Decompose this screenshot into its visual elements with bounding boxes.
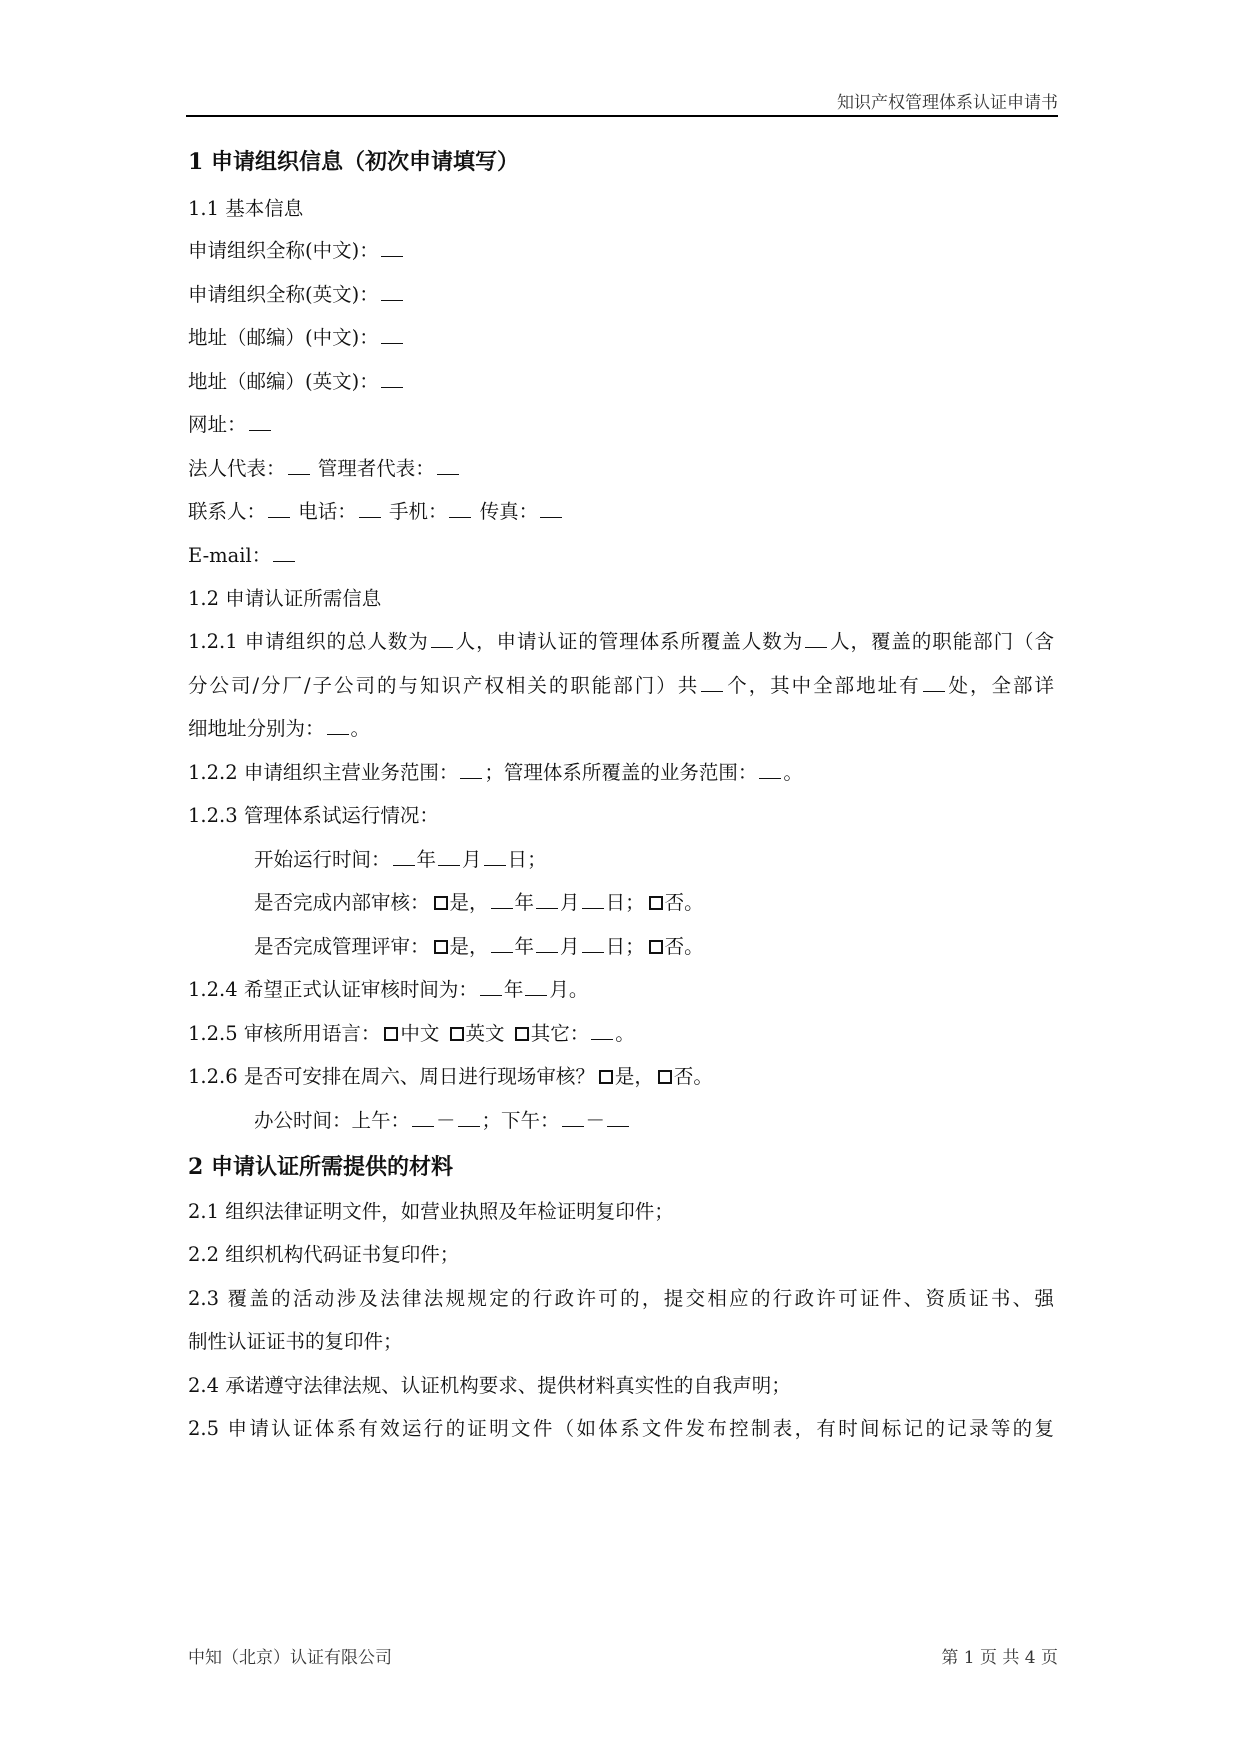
text: 月。 [549,978,589,1001]
field-label: 手机： [388,500,448,523]
field-label: 传真： [479,500,539,523]
section-1-heading: 1 申请组织信息（初次申请填写） [188,149,519,175]
checkbox-other[interactable] [515,1027,529,1041]
blank-field[interactable] [536,934,558,953]
paragraph-1-2-5 [188,1021,1060,1047]
blank-field[interactable] [562,1108,584,1127]
subsection-1-2: 1.2 申请认证所需信息 [188,587,382,610]
field-label: 申请组织全称(中文)： [188,239,379,262]
text: 。 [783,761,803,784]
text: 是否完成管理评审： [254,935,430,958]
text: 是， [449,935,489,958]
blank-field[interactable] [591,1021,613,1040]
field-address-cn [188,325,1060,351]
text: 日 [605,935,626,958]
field-name-cn [188,238,1060,264]
paragraph-1-2-3: 1.2.3 管理体系试运行情况： [188,804,439,827]
blank-field[interactable] [249,412,271,431]
blank-field[interactable] [268,499,290,518]
blank-field[interactable] [540,499,562,518]
blank-field[interactable] [412,1108,434,1127]
header-rule [186,115,1058,117]
field-address-en [188,369,1060,395]
blank-field[interactable] [438,847,460,866]
text: 日 [507,848,528,871]
material-item-2-3-line-2: 制性认证证书的复印件； [188,1330,403,1353]
blank-field[interactable] [381,238,403,257]
blank-field[interactable] [393,847,415,866]
text: 是， [614,1065,654,1088]
field-website [188,412,1060,438]
text: 1.2.6 是否可安排在周六、周日进行现场审核？ [188,1065,595,1088]
text: 1.2.4 希望正式认证审核时间为： [188,978,478,1001]
blank-field[interactable] [923,673,945,692]
paragraph-1-2-1-line-3 [188,716,1060,742]
field-name-en [188,282,1060,308]
text: 否。 [664,935,704,958]
blank-field[interactable] [536,890,558,909]
blank-field[interactable] [460,760,482,779]
text: 人，申请认证的管理体系所覆盖人数为 [454,630,804,653]
text: 处，全部详 [946,674,1054,697]
text: ； [625,935,645,958]
material-item-2-2: 2.2 组织机构代码证书复印件； [188,1243,460,1266]
internal-audit-line [254,890,1126,916]
text: 是， [449,891,489,914]
section-2-heading: 2 申请认证所需提供的材料 [188,1154,453,1180]
footer-company: 中知（北京）认证有限公司 [188,1648,392,1668]
text: 。 [615,1022,635,1045]
field-label: 管理者代表： [317,457,435,480]
text: 否。 [664,891,704,914]
text: 1.2.5 审核所用语言： [188,1022,381,1045]
text: 个，其中全部地址有 [725,674,921,697]
text: 年 [503,978,524,1001]
checkbox-yes[interactable] [599,1070,613,1084]
subsection-1-1: 1.1 基本信息 [188,197,304,220]
text: 人，覆盖的职能部门（含 [829,630,1054,653]
blank-field[interactable] [607,1108,629,1127]
office-hours-line [254,1108,1126,1134]
field-label: 联系人： [188,500,267,523]
text: 是否完成内部审核： [254,891,430,914]
paragraph-1-2-4 [188,977,1060,1003]
material-item-2-5: 2.5 申请认证体系有效运行的证明文件（如体系文件发布控制表，有时间标记的记录等的复 [188,1417,1054,1440]
blank-field[interactable] [381,369,403,388]
trial-start-time [254,847,1126,873]
footer-page-number: 第 1 页 共 4 页 [941,1648,1058,1668]
material-item-2-3-line-1: 2.3 覆盖的活动涉及法律法规规定的行政许可的，提交相应的行政许可证件、资质证书、强 [188,1287,1054,1310]
field-label: 法人代表： [188,457,286,480]
checkbox-no[interactable] [649,940,663,954]
blank-field[interactable] [491,934,513,953]
blank-field[interactable] [381,325,403,344]
text: 1.2.1 申请组织的总人数为 [188,630,429,653]
blank-field[interactable] [458,1108,480,1127]
paragraph-1-2-1-line-2 [188,673,1054,699]
blank-field[interactable] [582,890,604,909]
management-review-line [254,934,1126,960]
blank-field[interactable] [273,543,295,562]
field-label: E-mail： [188,544,272,567]
text: 否。 [673,1065,713,1088]
text: 年 [514,935,535,958]
text: ；管理体系所覆盖的业务范围： [484,761,758,784]
blank-field[interactable] [582,934,604,953]
blank-field[interactable] [805,629,827,648]
blank-field[interactable] [431,629,453,648]
text: 细地址分别为： [188,717,325,740]
document-header-title: 知识产权管理体系认证申请书 [837,93,1058,113]
text: 年 [514,891,535,914]
blank-field[interactable] [491,890,513,909]
field-contacts [188,499,1060,525]
text: 分公司/分厂/子公司的与知识产权相关的职能部门）共 [188,674,700,697]
field-email [188,543,1060,569]
text: 办公时间：上午： [254,1109,411,1132]
text: － [436,1109,456,1132]
checkbox-english[interactable] [450,1027,464,1041]
blank-field[interactable] [327,716,349,735]
checkbox-chinese[interactable] [384,1027,398,1041]
checkbox-no[interactable] [658,1070,672,1084]
paragraph-1-2-6 [188,1064,1060,1090]
blank-field[interactable] [759,760,781,779]
blank-field[interactable] [359,499,381,518]
field-representatives [188,456,1060,482]
text: 。 [350,717,371,740]
field-label: 申请组织全称(英文)： [188,283,379,306]
text: 月 [560,935,580,958]
blank-field[interactable] [437,456,459,475]
text: 年 [416,848,437,871]
blank-field[interactable] [701,673,723,692]
text: 1.2.2 申请组织主营业务范围： [188,761,459,784]
paragraph-1-2-2 [188,760,1060,786]
material-item-2-1: 2.1 组织法律证明文件，如营业执照及年检证明复印件； [188,1200,674,1223]
text: 其它： [530,1022,590,1045]
blank-field[interactable] [484,847,506,866]
text: 开始运行时间： [254,848,391,871]
text: 日 [605,891,626,914]
blank-field[interactable] [480,977,502,996]
field-label: 地址（邮编）(英文)： [188,370,379,393]
text: ； [625,891,645,914]
blank-field[interactable] [288,456,310,475]
checkbox-no[interactable] [649,896,663,910]
blank-field[interactable] [525,977,547,996]
checkbox-yes[interactable] [434,896,448,910]
paragraph-1-2-1-line-1 [188,629,1054,655]
field-label: 电话： [298,500,357,523]
blank-field[interactable] [449,499,471,518]
blank-field[interactable] [381,282,403,301]
text: ； [527,848,547,871]
text: 月 [462,848,482,871]
text: － [585,1109,606,1132]
text: ；下午： [481,1109,560,1132]
field-label: 网址： [188,413,247,436]
material-item-2-4: 2.4 承诺遵守法律法规、认证机构要求、提供材料真实性的自我声明； [188,1374,791,1397]
text: 中文 [400,1022,440,1045]
text: 月 [560,891,580,914]
field-label: 地址（邮编）(中文)： [188,326,379,349]
text: 英文 [465,1022,505,1045]
checkbox-yes[interactable] [434,940,448,954]
